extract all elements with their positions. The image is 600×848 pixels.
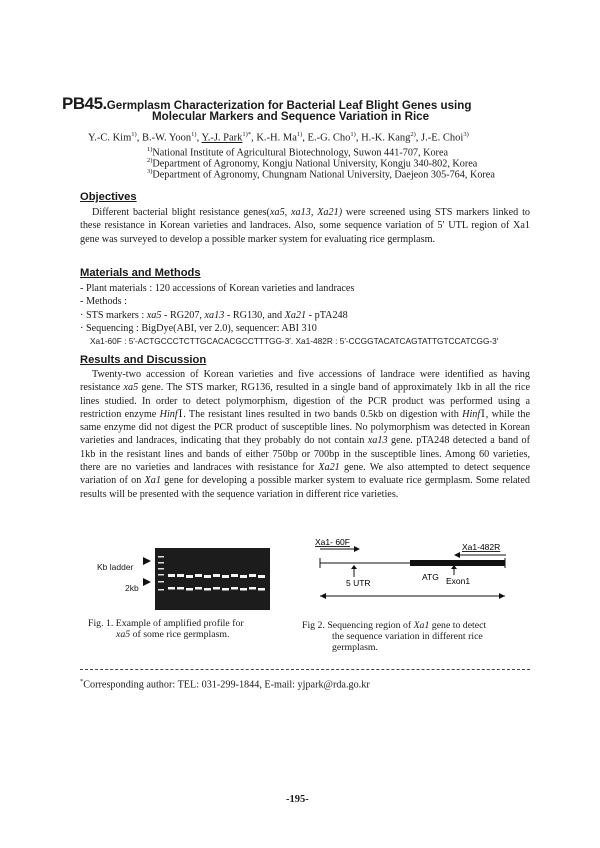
author-name: B.-W. Yoon [141,132,192,144]
author-affiliation-mark: 1) [131,131,137,138]
affiliation-text: Department of Agronomy, Chungnam National University, Daejeon 305-764, Korea [152,169,495,181]
gene-name: xa13 [204,309,225,321]
caption-text: the sequence variation in different rice [332,631,483,642]
gene-name: Xa21 [318,462,340,474]
arrow-icon [351,565,357,569]
results-text: gene. The STS marker, RG136, resulted in a single band of approximately 1kb in all the rice lines studied. In order to detect polymorphism, digestion of the PCR product was performed using a restriction enzyme [80,382,530,420]
gene-name: xa5 [146,309,162,321]
methods-text: - RG130, and [224,309,285,321]
affiliation-mark: 1) [147,146,153,153]
primer-60f-label: Xa1- 60F [315,537,350,547]
author-affiliation-mark: 3) [463,131,469,138]
results-text: Ⅰ. The resistant lines resulted in two bands 0.5kb on digestion with [177,408,463,420]
author-name: H.-K. Kang [361,132,411,144]
primer-sequences: Xa1-60F : 5′-ACTGCCCTCTTGCACACGCCTTTGG-3′. Xa1-482R : 5′-CCGGTACATCAGTATTGTCCATCGG-3′ [90,336,499,347]
corresponding-author-name: Y.-J. Park [201,132,243,144]
gene-name: xa13 [367,435,388,447]
primer-482r-label: Xa1-482R [462,542,501,552]
caption-text: of some rice germplasm. [130,629,230,640]
figure-1 [95,548,270,610]
affiliation-2 [147,158,477,170]
results-text: gene. We also attempted to detect sequence variation of on [80,462,530,487]
methods-heading: Materials and Methods [80,267,201,279]
author-affiliation-mark: 1) [350,131,356,138]
results-paragraph [80,368,530,501]
gene-name: Xa1 [413,620,430,631]
methods-text: - RG207, [161,309,205,321]
results-heading: Results and Discussion [80,354,207,366]
arrow-icon [354,546,360,552]
methods-item: - Methods : [80,296,127,308]
arrow-icon [320,593,326,599]
caption-text: Fig. 1. Example of amplified profile for [88,618,244,629]
arrow-icon [143,578,151,586]
author-affiliation-mark: 1)* [242,131,252,138]
objectives-heading: Objectives [80,191,137,203]
affiliation-mark: 3) [147,168,153,175]
gene-name: xa5 [123,382,139,394]
arrow-icon [143,557,151,565]
footnote-mark: * [80,678,84,685]
utr-label: 5 UTR [346,578,371,588]
affiliation-mark: 2) [147,157,153,164]
author-affiliation-mark: 1) [296,131,303,138]
results-text: gene. pTA248 detected a band of 1kb in the resistant lines and bands of either 750bp or 700bp in the susceptible lines. Among 60 varieties, there are no varieties and landraces with resistance for [80,435,530,474]
caption-text: germplasm. [332,642,378,653]
exon1-label: Exon1 [446,576,471,586]
affiliation-1 [147,147,448,159]
author-affiliation-mark: 2) [410,131,416,138]
methods-text: - pTA248 [306,309,348,321]
author-name: K.-H. Ma [256,132,297,144]
atg-label: ATG [422,572,439,582]
author-name: J.-E. Choi [421,132,464,144]
objectives-text: were screened using STS markers linked to these resistance in Korean varieties and landraces. Also, some sequence variation of 5′ UTL region of Xa1 gene was surveyed to develop a possible marker system for evaluating rice germplasm. [80,207,530,245]
figure-2 [310,536,510,616]
caption-text: gene to detect [429,620,487,631]
page-number: -195- [286,794,309,805]
gel-electrophoresis-image [155,548,270,610]
poster-id: PB45. [62,94,107,113]
affiliation-text: Department of Agronomy, Kongju National University, Kongju 340-802, Korea [152,158,478,170]
results-text: Ⅰ, while the same enzyme did not digest the PCR product of susceptible lines. No polymorphism was detected in Korean varieties and landraces, indicating that they probably do not contain [80,408,530,447]
sequencing-region-diagram [310,536,510,616]
objectives-text: Different bacterial blight resistance genes( [92,207,270,218]
caption-text: Fig 2. Sequencing region of [302,620,414,631]
exon1-block [410,560,505,566]
title-text-1: Germplasm Characterization for Bacterial Leaf Blight Genes using [106,99,472,112]
ladder-arrows [141,554,155,590]
methods-list [80,282,540,348]
gel-bands [155,548,270,610]
enzyme-name: Hinf [159,408,178,420]
results-text: gene for developing a possible marker system to evaluate rice germplasm. Some related results will be presented with the sequence variation in different rice varieties. [80,475,531,500]
methods-item: - Plant materials : 120 accessions of Korean varieties and landraces [80,283,355,294]
gene-name: Xa1 [144,475,161,487]
arrow-icon [499,593,505,599]
results-text: Twenty-two accession of Korean varieties and five accessions of landrace were identified as having resistance [80,369,530,394]
objectives-paragraph [80,206,530,246]
author-affiliation-mark: 1) [191,131,197,138]
title-line-2: Molecular Markers and Sequence Variation in Rice [152,110,430,123]
author-list: Y.-C. Kim$^{1)}$, B.-W. Yoon$^{1)}$, Y.-J. Park$^{1)*}$, K.-H. Ma$^{1)}$, E.-G. Cho$^{1)}$, H.-K. Kang$^{2)}$, J.-E. Choi$^{3)}$ [88,131,469,144]
2kb-label: 2kb [125,583,139,593]
affiliation-text: National Institute of Agricultural Biotechnology, Suwon 441-707, Korea [152,147,448,159]
gene-name: Xa21 [284,309,307,321]
author-name: Y.-C. Kim [88,132,132,144]
kb-ladder-label: Kb ladder [97,562,134,572]
footnote-divider [80,669,530,670]
methods-text: · STS markers : [80,309,147,321]
arrow-icon [454,552,460,558]
enzyme-name: Hinf [462,408,481,420]
affiliation-3 [147,169,495,181]
corresponding-author-footnote [80,678,370,690]
methods-item: · Sequencing : BigDye(ABI, ver 2.0), sequencer: ABI 310 [80,322,317,334]
gene-name: Xa21) [317,207,343,218]
gene-name: xa13, [291,207,314,218]
gene-name: xa5 [116,629,131,640]
gene-name: xa5, [269,207,288,218]
methods-item [80,309,540,322]
author-name: E.-G. Cho [307,132,351,144]
footnote-text: Corresponding author: TEL: 031-299-1844, E-mail: yjpark@rda.go.kr [83,679,370,691]
figure-1-caption [88,618,268,640]
figure-2-caption [302,620,522,653]
